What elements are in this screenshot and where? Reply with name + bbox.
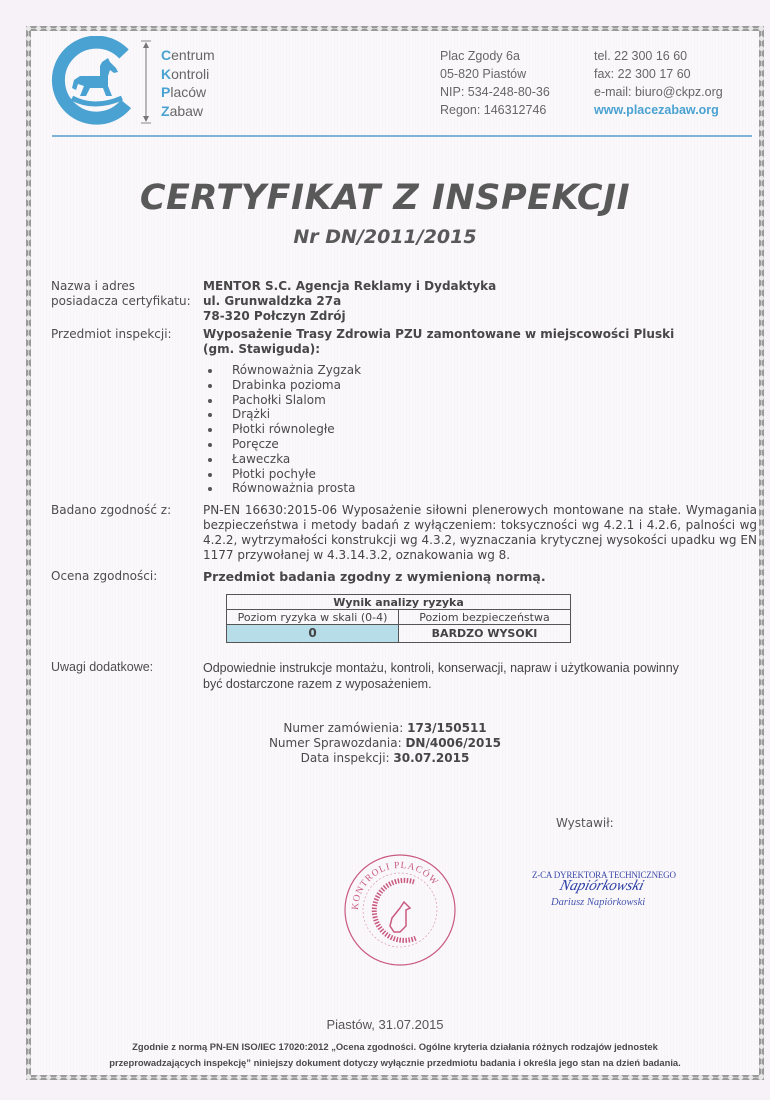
subject-line: (gm. Stawiguda): [203, 342, 321, 356]
holder-label-line: posiadacza certyfikatu: [51, 294, 191, 308]
list-item [203, 437, 361, 452]
subject-value [203, 327, 674, 357]
remarks-line: być dostarczone razem z wyposażeniem. [203, 677, 432, 691]
bullet-icon [208, 473, 212, 477]
address-nip: NIP: 534-248-80-36 [440, 85, 550, 99]
standard-text: PN-EN 16630:2015-06 Wyposażenie siłowni plenerowych montowane na stałe. Wymagania bezpieczeństwa i metody badań z wyłączeniem: toksyczności wg 4.2.1 i 4.2.6, palności wg 4.2.2, wytrzymałości konstrukcji wg 4.3.2, wyznaczania krytycznej wysokości upadku wg EN 1177 przywołanej w 4.3.14.3.2, oznakowania wg 8. [203, 503, 757, 562]
rocking-horse-logo-icon [50, 36, 138, 126]
report-number-row [0, 736, 770, 751]
list-item-text: Pachołki Slalom [232, 392, 326, 407]
brand-name [161, 46, 215, 120]
brand-word: entrum [171, 47, 215, 63]
list-item-text: Drążki [232, 407, 271, 422]
bullet-icon [208, 369, 212, 373]
assessment-label: Ocena zgodności: [51, 569, 158, 583]
bullet-icon [208, 399, 212, 403]
subject-line: Wyposażenie Trasy Zdrowia PZU zamontowane w miejscowości Pluski [203, 327, 675, 341]
reference-numbers [0, 721, 770, 766]
risk-table-title: Wynik analizy ryzyka [227, 595, 571, 610]
address-city: 05-820 Piastów [440, 67, 527, 81]
contact-website-link[interactable]: www.placezabaw.org [594, 103, 719, 117]
brand-word: laców [170, 84, 207, 100]
subject-label: Przedmiot inspekcji: [51, 327, 172, 341]
list-item [203, 407, 361, 422]
stamp-text: KONTROLI PLACÓW [350, 860, 440, 911]
order-number-row [0, 721, 770, 736]
contact-email[interactable]: e-mail: biuro@ckpz.org [594, 85, 723, 99]
bullet-icon [208, 443, 212, 447]
list-item-text: Równoważnia prosta [232, 481, 356, 496]
list-item [203, 363, 361, 378]
header-divider [52, 135, 752, 137]
remarks-text [203, 660, 679, 692]
risk-level-header: Poziom ryzyka w skali (0-4) [227, 610, 399, 625]
remarks-label: Uwagi dodatkowe: [51, 660, 154, 674]
brand-initial: C [161, 47, 172, 63]
risk-analysis-table [226, 594, 571, 643]
footer-line: Zgodnie z normą PN-EN ISO/IEC 17020:2012 „Ocena zgodności. Ogólne kryteria działania różnych rodzajów jednostek [132, 1041, 658, 1052]
bullet-icon [208, 487, 212, 491]
company-contact [594, 47, 723, 119]
list-item [203, 452, 361, 467]
bullet-icon [208, 458, 212, 462]
holder-label-line: Nazwa i adres [51, 279, 136, 293]
date-value: 30.07.2015 [393, 751, 470, 765]
issued-by-label: Wystawił: [556, 816, 614, 830]
holder-city: 78-320 Połczyn Zdrój [203, 309, 346, 323]
standard-label: Badano zgodność z: [51, 503, 172, 517]
footer-note [40, 1039, 750, 1071]
company-stamp-icon [342, 852, 458, 968]
order-value: 173/150511 [407, 721, 487, 735]
bullet-icon [208, 384, 212, 388]
list-item [203, 378, 361, 393]
brand-initial: P [161, 84, 171, 100]
equipment-list [203, 363, 361, 496]
bullet-icon [208, 413, 212, 417]
inspection-date-row [0, 751, 770, 766]
remarks-line: Odpowiednie instrukcje montażu, kontroli, konserwacji, napraw i użytkowania powinny [203, 661, 679, 675]
list-item-text: Drabinka pozioma [232, 377, 341, 392]
brand-word: abaw [169, 102, 204, 119]
contact-fax: fax: 22 300 17 60 [594, 67, 691, 81]
place-and-date: Piastów, 31.07.2015 [326, 1017, 444, 1032]
assessment-result: Przedmiot badania zgodny z wymienioną normą. [203, 569, 546, 584]
report-value: DN/4006/2015 [405, 736, 502, 750]
list-item-text: Płotki pochyłe [232, 466, 316, 481]
brand-initial: Z [161, 102, 170, 119]
document-title: CERTYFIKAT Z INSPEKCJI [139, 178, 631, 218]
holder-label [51, 279, 191, 309]
list-item-text: Równoważnia Zygzak [232, 363, 362, 377]
order-label: Numer zamówienia: [283, 721, 404, 735]
company-address [440, 47, 550, 119]
holder-street: ul. Grunwaldzka 27a [203, 294, 342, 308]
signer-name: Dariusz Napiórkowski [551, 897, 646, 908]
holder-name: MENTOR S.C. Agencja Reklamy i Dydaktyka [203, 279, 497, 293]
bullet-icon [208, 428, 212, 432]
brand-word: ontroli [171, 65, 210, 82]
report-label: Numer Sprawozdania: [268, 736, 402, 750]
list-item [203, 393, 361, 408]
risk-level-value: 0 [227, 625, 399, 643]
safety-level-value: BARDZO WYSOKI [399, 625, 571, 643]
contact-phone: tel. 22 300 16 60 [594, 49, 688, 63]
list-item-text: Poręcze [232, 436, 279, 451]
footer-line: przeprowadzających inspekcję” niniejszy dokument dotyczy wyłącznie przedmiotu badania i określa jego stan na dzień badania. [109, 1057, 681, 1068]
safety-level-header: Poziom bezpieczeństwa [399, 610, 571, 625]
list-item [203, 467, 361, 482]
bracket-arrow-icon [140, 40, 152, 124]
list-item-text: Ławeczka [232, 451, 291, 466]
address-street: Plac Zgody 6a [440, 49, 520, 63]
list-item [203, 481, 361, 496]
brand-initial: K [161, 65, 172, 82]
handwritten-signature: Napiórkowski [557, 878, 646, 894]
date-label: Data inspekcji: [300, 751, 390, 765]
list-item-text: Płotki równoległe [232, 422, 335, 437]
address-regon: Regon: 146312746 [440, 103, 547, 117]
holder-value [203, 279, 496, 324]
list-item [203, 422, 361, 437]
signer-position: Z-CA DYREKTORA TECHNICZNEGO [532, 870, 676, 880]
document-number: Nr DN/2011/2015 [293, 226, 477, 248]
